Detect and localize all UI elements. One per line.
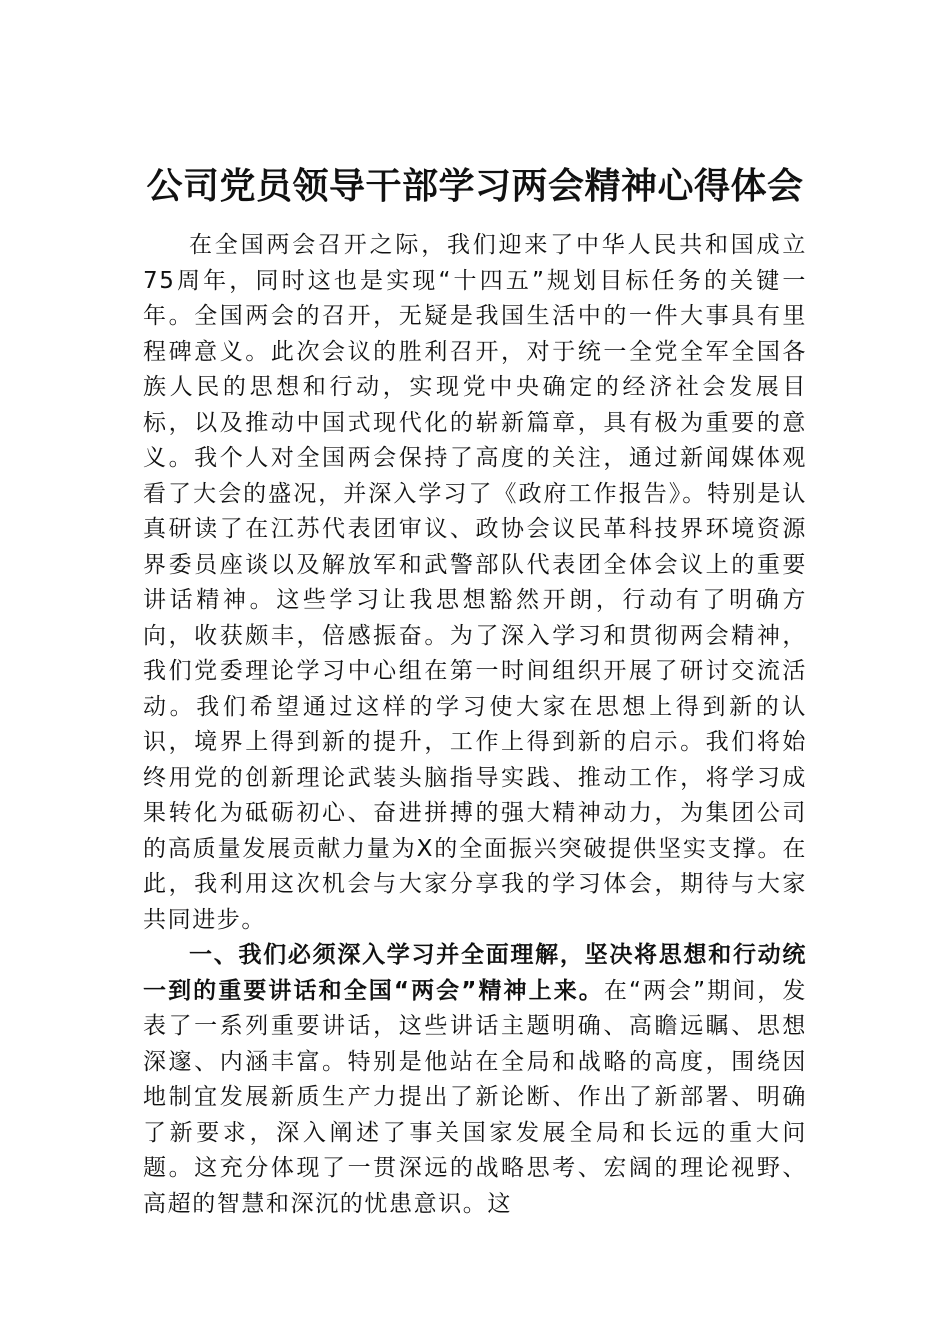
document-title: 公司党员领导干部学习两会精神心得体会	[146, 165, 804, 207]
section-1-paragraph	[143, 938, 807, 1222]
section-1-body: 在“两会”期间，发表了一系列重要讲话，这些讲话主题明确、高瞻远瞩、思想深邃、内涵丰富。特别是他站在全局和战略的高度，围绕因地制宜发展新质生产力提出了新论断、作出了新部署、明确了新要求，深入阐述了事关国家发展全局和长远的重大问题。这充分体现了一贯深远的战略思考、宏阔的理论视野、高超的智慧和深沉的忧患意识。这	[143, 977, 807, 1217]
intro-paragraph: 在全国两会召开之际，我们迎来了中华人民共和国成立75周年，同时这也是实现“十四五”规划目标任务的关键一年。全国两会的召开，无疑是我国生活中的一件大事具有里程碑意义。此次会议的胜利召开，对于统一全党全军全国各族人民的思想和行动，实现党中央确定的经济社会发展目标，以及推动中国式现代化的崭新篇章，具有极为重要的意义。我个人对全国两会保持了高度的关注，通过新闻媒体观看了大会的盛况，并深入学习了《政府工作报告》。特别是认真研读了在江苏代表团审议、政协会议民革科技界环境资源界委员座谈以及解放军和武警部队代表团全体会议上的重要讲话精神。这些学习让我思想豁然开朗，行动有了明确方向，收获颇丰，倍感振奋。为了深入学习和贯彻两会精神，我们党委理论学习中心组在第一时间组织开展了研讨交流活动。我们希望通过这样的学习使大家在思想上得到新的认识，境界上得到新的提升，工作上得到新的启示。我们将始终用党的创新理论武装头脑指导实践、推动工作，将学习成果转化为砥砺初心、奋进拼搏的强大精神动力，为集团公司的高质量发展贡献力量为X的全面振兴突破提供坚实支撑。在此，我利用这次机会与大家分享我的学习体会，期待与大家共同进步。	[143, 232, 807, 933]
section-1-heading: 一、我们必须深入学习并全面理解，坚决将思想和行动统一到的重要讲话和全国“两会”精神上来。	[143, 942, 807, 1004]
document-body	[143, 228, 807, 1222]
